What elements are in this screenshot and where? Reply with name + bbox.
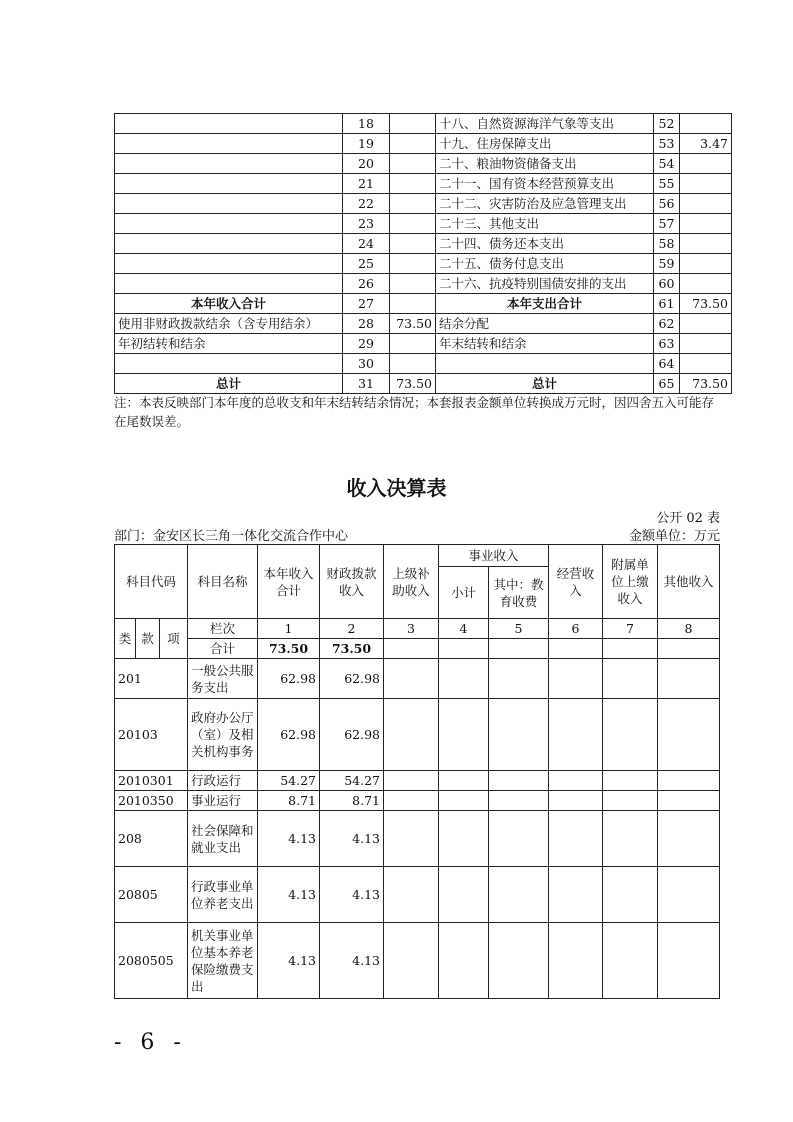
cell-empty <box>658 867 720 923</box>
cell-left <box>115 174 343 194</box>
cell-empty <box>489 791 549 811</box>
cell-val-l <box>390 274 436 294</box>
cell-no-l: 27 <box>343 294 390 314</box>
cell-empty <box>603 791 658 811</box>
cell-no-r: 58 <box>654 234 680 254</box>
cell-val-l <box>390 354 436 374</box>
table-row <box>115 174 732 194</box>
cell-name: 一般公共服务支出 <box>188 659 258 699</box>
table-row <box>115 811 720 867</box>
cell-no-r: 59 <box>654 254 680 274</box>
cell-name: 机关事业单位基本养老保险缴费支出 <box>188 923 258 999</box>
table-row <box>115 114 732 134</box>
table-row <box>115 254 732 274</box>
cell-fiscal: 4.13 <box>320 811 384 867</box>
cell-left <box>115 114 343 134</box>
cell-val-l <box>390 154 436 174</box>
cell-no-r: 54 <box>654 154 680 174</box>
cell-fiscal: 4.13 <box>320 923 384 999</box>
cell-left: 使用非财政拨款结余（含专用结余） <box>115 314 343 334</box>
table-row <box>115 354 732 374</box>
cell-empty <box>603 867 658 923</box>
cell-right <box>436 354 654 374</box>
cell-code: 2080505 <box>115 923 188 999</box>
cell-empty <box>549 923 603 999</box>
cell-right: 二十四、债务还本支出 <box>436 234 654 254</box>
cell-code: 20805 <box>115 867 188 923</box>
cell-no-l: 31 <box>343 374 390 394</box>
cell-val-r <box>680 154 732 174</box>
header-edu: 其中：教育收费 <box>489 567 549 619</box>
cell-empty <box>384 811 439 867</box>
col-num-8: 8 <box>658 619 720 639</box>
header-career: 事业收入 <box>439 545 549 567</box>
cell-no-l: 26 <box>343 274 390 294</box>
table-row <box>115 659 720 699</box>
cell-no-l: 20 <box>343 154 390 174</box>
cell-val-l <box>390 334 436 354</box>
cell-name: 政府办公厅（室）及相关机构事务 <box>188 699 258 771</box>
table-row <box>115 771 720 791</box>
cell-val-r <box>680 234 732 254</box>
cell-val-r <box>680 334 732 354</box>
cell-fiscal: 62.98 <box>320 659 384 699</box>
cell-val-r: 3.47 <box>680 134 732 154</box>
col-num-7: 7 <box>603 619 658 639</box>
header-kuan: 款 <box>136 619 160 659</box>
table-row <box>115 294 732 314</box>
cell-no-r: 64 <box>654 354 680 374</box>
header-other: 其他收入 <box>658 545 720 619</box>
cell-val-r <box>680 174 732 194</box>
cell-left <box>115 214 343 234</box>
cell-empty <box>549 811 603 867</box>
header-heji: 合计 <box>188 639 258 659</box>
cell-val-r <box>680 274 732 294</box>
table-row <box>115 214 732 234</box>
cell-right: 二十六、抗疫特别国债安排的支出 <box>436 274 654 294</box>
cell-empty <box>549 791 603 811</box>
header-subtotal: 小计 <box>439 567 489 619</box>
cell-no-r: 65 <box>654 374 680 394</box>
cell-empty <box>439 791 489 811</box>
header-xiang: 项 <box>160 619 188 659</box>
cell-empty <box>489 811 549 867</box>
page-title: 收入决算表 <box>346 476 447 500</box>
cell-empty <box>384 923 439 999</box>
cell-right: 二十、粮油物资储备支出 <box>436 154 654 174</box>
cell-no-l: 23 <box>343 214 390 234</box>
cell-total: 62.98 <box>258 699 320 771</box>
header-name: 科目名称 <box>188 545 258 619</box>
cell-name: 行政事业单位养老支出 <box>188 867 258 923</box>
total-row-fiscal: 73.50 <box>320 639 384 659</box>
cell-right: 二十二、灾害防治及应急管理支出 <box>436 194 654 214</box>
cell-no-r: 62 <box>654 314 680 334</box>
department-label: 部门：金安区长三角一体化交流合作中心 <box>114 529 349 544</box>
cell-no-l: 21 <box>343 174 390 194</box>
cell-total: 62.98 <box>258 659 320 699</box>
cell-empty <box>658 791 720 811</box>
header-lei: 类 <box>115 619 136 659</box>
cell-left: 年初结转和结余 <box>115 334 343 354</box>
cell-total: 8.71 <box>258 791 320 811</box>
total-row-total: 73.50 <box>258 639 320 659</box>
cell-name: 事业运行 <box>188 791 258 811</box>
cell-right: 十八、自然资源海洋气象等支出 <box>436 114 654 134</box>
cell-val-l: 73.50 <box>390 314 436 334</box>
cell-empty <box>549 699 603 771</box>
cell-empty <box>384 791 439 811</box>
table-row <box>115 154 732 174</box>
col-num-1: 1 <box>258 619 320 639</box>
cell-no-r: 55 <box>654 174 680 194</box>
cell-fiscal: 62.98 <box>320 699 384 771</box>
cell-empty <box>603 771 658 791</box>
cell-left: 本年收入合计 <box>115 294 343 314</box>
cell-no-r: 53 <box>654 134 680 154</box>
cell-val-l <box>390 294 436 314</box>
cell-empty <box>439 811 489 867</box>
cell-no-l: 29 <box>343 334 390 354</box>
cell-empty <box>603 659 658 699</box>
table-row <box>115 234 732 254</box>
cell-no-l: 28 <box>343 314 390 334</box>
cell-empty <box>439 867 489 923</box>
cell-empty <box>384 867 439 923</box>
cell-empty <box>439 659 489 699</box>
cell-no-l: 18 <box>343 114 390 134</box>
cell-fiscal: 54.27 <box>320 771 384 791</box>
cell-left <box>115 274 343 294</box>
cell-left <box>115 134 343 154</box>
cell-right: 二十三、其他支出 <box>436 214 654 234</box>
cell-right: 总计 <box>436 374 654 394</box>
unit-label: 金额单位：万元 <box>628 529 720 544</box>
cell-val-l <box>390 194 436 214</box>
cell-no-l: 30 <box>343 354 390 374</box>
cell-code: 2010350 <box>115 791 188 811</box>
cell-empty <box>549 659 603 699</box>
cell-empty <box>603 811 658 867</box>
cell-right: 二十五、债务付息支出 <box>436 254 654 274</box>
cell-empty <box>439 923 489 999</box>
cell-left <box>115 194 343 214</box>
col-num-6: 6 <box>549 619 603 639</box>
cell-val-l: 73.50 <box>390 374 436 394</box>
cell-left <box>115 354 343 374</box>
cell-total: 4.13 <box>258 923 320 999</box>
cell-no-l: 19 <box>343 134 390 154</box>
cell-empty <box>384 699 439 771</box>
cell-empty <box>603 923 658 999</box>
table-row <box>115 699 720 771</box>
cell-no-r: 61 <box>654 294 680 314</box>
cell-val-r <box>680 214 732 234</box>
cell-total: 54.27 <box>258 771 320 791</box>
cell-left <box>115 254 343 274</box>
table-row <box>115 314 732 334</box>
cell-empty <box>489 867 549 923</box>
table-row <box>115 923 720 999</box>
cell-no-r: 60 <box>654 274 680 294</box>
col-num-2: 2 <box>320 619 384 639</box>
cell-val-l <box>390 114 436 134</box>
cell-no-r: 56 <box>654 194 680 214</box>
cell-right: 年末结转和结余 <box>436 334 654 354</box>
cell-empty <box>489 923 549 999</box>
cell-empty <box>658 659 720 699</box>
table-row <box>115 791 720 811</box>
cell-left: 总计 <box>115 374 343 394</box>
cell-empty <box>384 659 439 699</box>
cell-val-r <box>680 194 732 214</box>
header-total: 本年收入合计 <box>258 545 320 619</box>
table-row <box>115 334 732 354</box>
table-row <box>115 274 732 294</box>
cell-empty <box>549 771 603 791</box>
table-note: 注：本表反映部门本年度的总收支和年末结转结余情况；本套报表金额单位转换成万元时，因四舍五入可能存在尾数误差。 <box>114 395 715 429</box>
income-expense-summary-table <box>114 113 732 394</box>
cell-empty <box>658 811 720 867</box>
page-number: - 6 - <box>114 1030 187 1055</box>
table-row <box>115 374 732 394</box>
table-code: 公开 02 表 <box>656 511 720 526</box>
cell-right: 二十一、国有资本经营预算支出 <box>436 174 654 194</box>
header-superior: 上级补助收入 <box>384 545 439 619</box>
cell-no-l: 25 <box>343 254 390 274</box>
cell-right: 十九、住房保障支出 <box>436 134 654 154</box>
cell-left <box>115 154 343 174</box>
cell-empty <box>489 771 549 791</box>
cell-val-r <box>680 114 732 134</box>
cell-val-l <box>390 174 436 194</box>
cell-code: 201 <box>115 659 188 699</box>
cell-val-l <box>390 214 436 234</box>
cell-no-r: 52 <box>654 114 680 134</box>
header-affiliated: 附属单位上缴收入 <box>603 545 658 619</box>
income-final-accounts-table <box>114 544 720 999</box>
cell-empty <box>489 699 549 771</box>
cell-val-l <box>390 134 436 154</box>
cell-fiscal: 4.13 <box>320 867 384 923</box>
cell-empty <box>658 923 720 999</box>
header-code: 科目代码 <box>115 545 188 619</box>
cell-fiscal: 8.71 <box>320 791 384 811</box>
cell-empty <box>658 771 720 791</box>
header-fiscal: 财政拨款收入 <box>320 545 384 619</box>
col-num-5: 5 <box>489 619 549 639</box>
cell-empty <box>384 771 439 791</box>
table-row <box>115 194 732 214</box>
cell-no-r: 63 <box>654 334 680 354</box>
cell-code: 208 <box>115 811 188 867</box>
cell-code: 2010301 <box>115 771 188 791</box>
cell-name: 行政运行 <box>188 771 258 791</box>
cell-val-r: 73.50 <box>680 294 732 314</box>
cell-val-r <box>680 314 732 334</box>
cell-empty <box>549 867 603 923</box>
cell-val-r <box>680 354 732 374</box>
cell-empty <box>489 659 549 699</box>
cell-empty <box>439 771 489 791</box>
col-num-4: 4 <box>439 619 489 639</box>
cell-empty <box>439 699 489 771</box>
cell-empty <box>658 699 720 771</box>
cell-no-r: 57 <box>654 214 680 234</box>
cell-total: 4.13 <box>258 811 320 867</box>
cell-val-l <box>390 234 436 254</box>
cell-val-l <box>390 254 436 274</box>
cell-name: 社会保障和就业支出 <box>188 811 258 867</box>
cell-no-l: 22 <box>343 194 390 214</box>
cell-no-l: 24 <box>343 234 390 254</box>
cell-right: 本年支出合计 <box>436 294 654 314</box>
cell-left <box>115 234 343 254</box>
cell-val-r <box>680 254 732 274</box>
table-row <box>115 867 720 923</box>
cell-val-r: 73.50 <box>680 374 732 394</box>
table-row <box>115 134 732 154</box>
cell-code: 20103 <box>115 699 188 771</box>
header-lanci: 栏次 <box>188 619 258 639</box>
header-business: 经营收入 <box>549 545 603 619</box>
col-num-3: 3 <box>384 619 439 639</box>
cell-total: 4.13 <box>258 867 320 923</box>
cell-empty <box>603 699 658 771</box>
cell-right: 结余分配 <box>436 314 654 334</box>
